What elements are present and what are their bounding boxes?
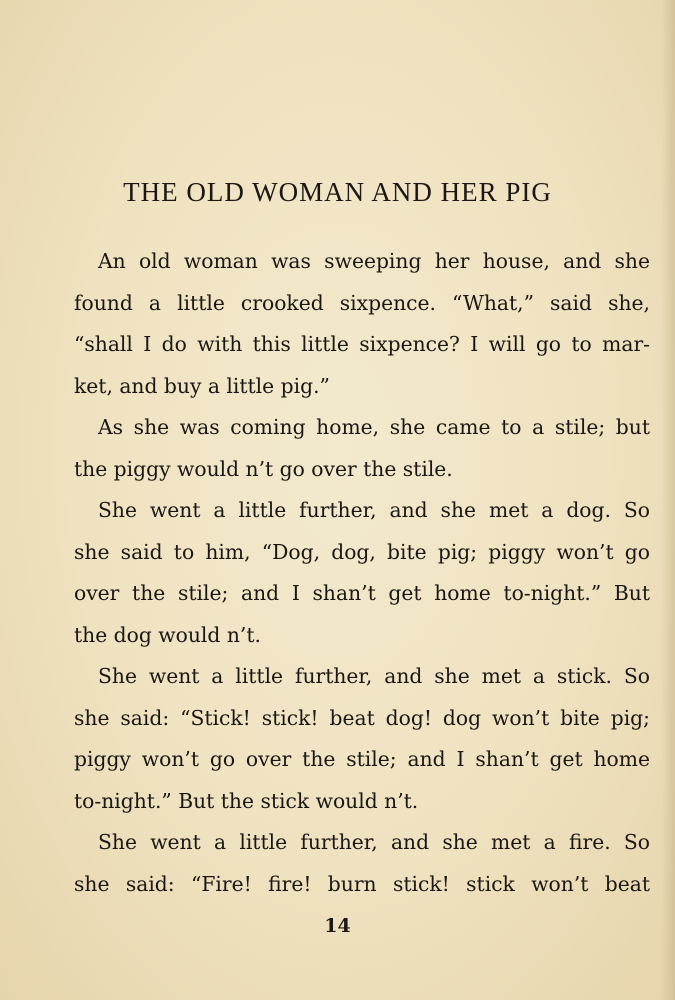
text-line: “shall I do with this little sixpence? I will go to mar- — [74, 332, 650, 356]
paragraph-2 — [74, 407, 650, 490]
text-line: piggy won’t go over the stile; and I shan’t get home — [74, 747, 650, 771]
story-text — [74, 241, 650, 905]
text-line: As she was coming home, she came to a stile; but — [98, 415, 650, 439]
page-edge-shadow — [661, 0, 675, 1000]
paragraph-3 — [74, 490, 650, 656]
text-line: She went a little further, and she met a stick. So — [98, 664, 650, 688]
text-line: she said: “Stick! stick! beat dog! dog won’t bite pig; — [74, 705, 650, 730]
text-line: ket, and buy a little pig.” — [74, 373, 330, 398]
text-line: the dog would n’t. — [74, 622, 261, 647]
paragraph-5 — [74, 822, 650, 905]
text-line: she said: “Fire! fire! burn stick! stick won’t beat — [74, 871, 650, 896]
page-number: 14 — [324, 915, 351, 937]
text-line: An old woman was sweeping her house, and she — [98, 249, 650, 273]
text-line: She went a little further, and she met a dog. So — [98, 498, 650, 522]
text-line: over the stile; and I shan’t get home to-night.” But — [74, 581, 650, 605]
page-title: THE OLD WOMAN AND HER PIG — [123, 177, 552, 207]
text-line: She went a little further, and she met a fire. So — [98, 830, 650, 854]
paragraph-1 — [74, 241, 650, 407]
text-line: the piggy would n’t go over the stile. — [74, 456, 453, 481]
text-line: she said to him, “Dog, dog, bite pig; piggy won’t go — [74, 539, 650, 564]
paragraph-4 — [74, 656, 650, 822]
text-line: to-night.” But the stick would n’t. — [74, 788, 419, 813]
text-line: found a little crooked sixpence. “What,” said she, — [74, 290, 650, 315]
